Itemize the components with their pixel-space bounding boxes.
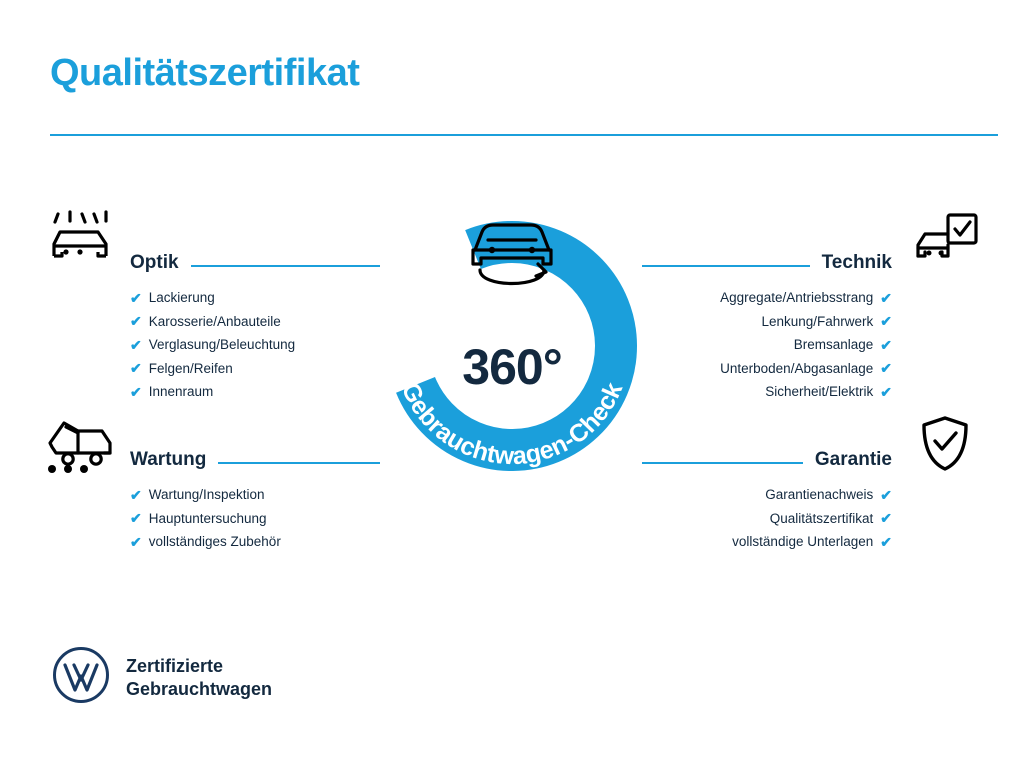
section-header — [130, 435, 380, 469]
check-icon: ✔ — [130, 360, 142, 377]
list-item — [642, 286, 892, 310]
list-item — [130, 310, 380, 334]
list-item — [642, 483, 892, 507]
title-divider — [50, 134, 998, 136]
list-item-label: Felgen/Reifen — [148, 360, 233, 376]
car-checklist-icon — [914, 212, 980, 275]
checklist — [130, 483, 380, 554]
checklist — [642, 286, 892, 404]
list-item-label: Verglasung/Beleuchtung — [148, 337, 296, 352]
list-item — [642, 507, 892, 531]
list-item — [130, 357, 380, 381]
footer-branding — [52, 646, 272, 709]
shield-check-icon — [920, 415, 970, 478]
section-header — [130, 238, 380, 272]
list-item-label: Innenraum — [148, 384, 214, 399]
check-icon: ✔ — [130, 486, 142, 503]
section-optik — [130, 238, 380, 404]
check-icon: ✔ — [130, 289, 142, 306]
list-item-label: Hauptuntersuchung — [148, 510, 267, 526]
check-icon: ✔ — [130, 313, 142, 330]
page-title: Qualitätszertifikat — [50, 52, 360, 94]
check-icon: ✔ — [130, 383, 142, 400]
list-item-label: Bremsanlage — [793, 337, 874, 352]
list-item-label: Sicherheit/Elektrik — [765, 384, 874, 399]
check-icon: ✔ — [880, 510, 892, 527]
list-item — [130, 380, 380, 404]
section-header — [642, 238, 892, 272]
list-item-label: Lackierung — [148, 290, 215, 305]
check-icon: ✔ — [880, 383, 892, 400]
list-item-label: Lenkung/Fahrwerk — [761, 313, 874, 329]
check-icon: ✔ — [130, 510, 142, 527]
section-divider — [642, 462, 803, 464]
footer-line-1: Zertifizierte — [126, 655, 224, 676]
list-item — [130, 286, 380, 310]
check-icon: ✔ — [880, 289, 892, 306]
section-wartung — [130, 435, 380, 554]
gebrauchtwagen-check-badge — [372, 196, 652, 486]
section-title: Technik — [821, 252, 892, 273]
section-title: Wartung — [130, 449, 207, 470]
section-garantie — [642, 435, 892, 554]
check-icon: ✔ — [880, 533, 892, 550]
section-divider — [218, 462, 380, 464]
check-icon: ✔ — [880, 360, 892, 377]
check-icon: ✔ — [130, 533, 142, 550]
badge-number: 360° — [462, 339, 562, 395]
checklist — [130, 286, 380, 404]
list-item — [642, 310, 892, 334]
list-item-label: Aggregate/Antriebsstrang — [720, 290, 874, 305]
car-lift-icon — [44, 413, 118, 480]
footer-text — [126, 655, 272, 701]
section-divider — [642, 265, 810, 267]
section-divider — [191, 265, 380, 267]
list-item — [642, 530, 892, 554]
list-item-label: Qualitätszertifikat — [769, 510, 874, 526]
footer-line-2: Gebrauchtwagen — [126, 678, 273, 699]
check-icon: ✔ — [130, 336, 142, 353]
list-item — [130, 530, 380, 554]
badge-arc-text: Gebrauchtwagen-Check — [395, 378, 629, 471]
section-header — [642, 435, 892, 469]
section-title: Garantie — [814, 449, 892, 470]
section-title: Optik — [130, 252, 179, 273]
list-item — [642, 380, 892, 404]
car-wash-icon — [48, 208, 116, 275]
list-item — [130, 507, 380, 531]
list-item — [130, 333, 380, 357]
checklist — [642, 483, 892, 554]
check-icon: ✔ — [880, 486, 892, 503]
check-icon: ✔ — [880, 313, 892, 330]
list-item-label: Wartung/Inspektion — [148, 487, 265, 502]
list-item-label: vollständiges Zubehör — [148, 534, 281, 549]
check-icon: ✔ — [880, 336, 892, 353]
section-technik — [642, 238, 892, 404]
list-item — [642, 333, 892, 357]
list-item-label: vollständige Unterlagen — [732, 534, 874, 549]
vw-logo — [52, 646, 110, 709]
list-item-label: Unterboden/Abgasanlage — [720, 360, 874, 376]
list-item — [642, 357, 892, 381]
list-item-label: Garantienachweis — [765, 487, 874, 502]
list-item-label: Karosserie/Anbauteile — [148, 313, 281, 329]
list-item — [130, 483, 380, 507]
